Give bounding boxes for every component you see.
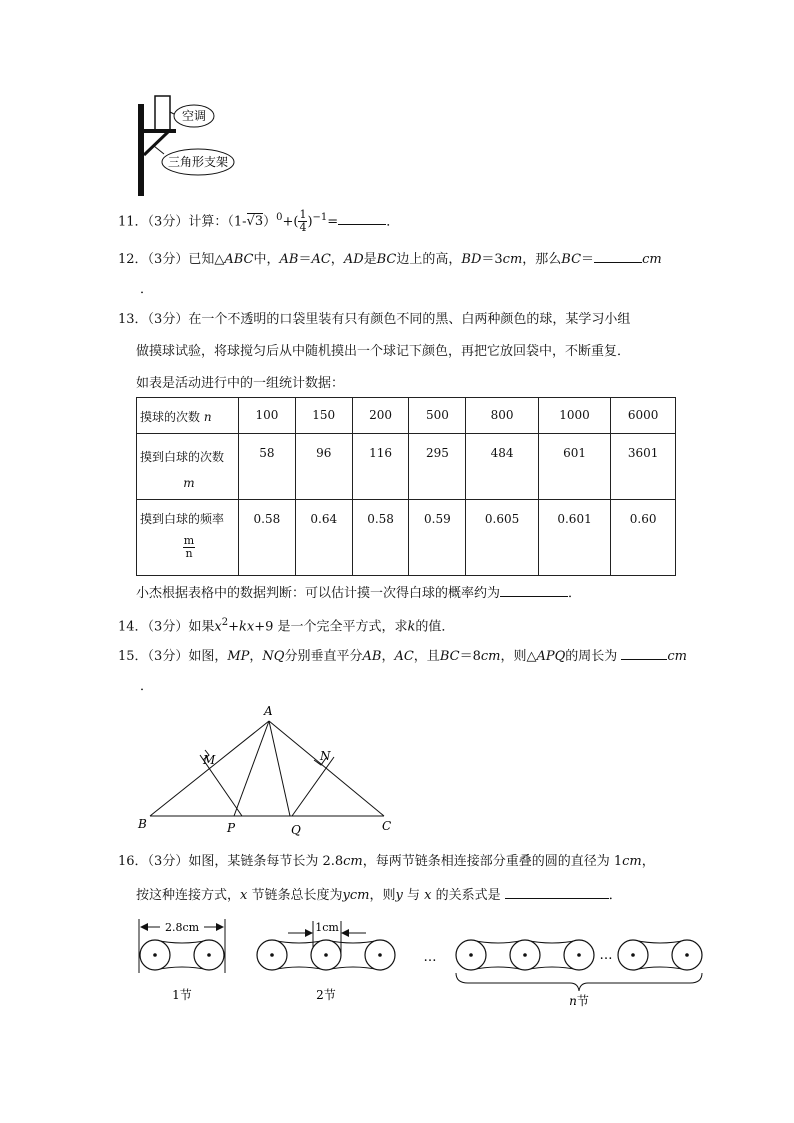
freq-value: 0.64	[310, 512, 338, 526]
ring-center-dot	[270, 953, 274, 957]
q15-unit: cm	[667, 649, 688, 664]
freq-value: 0.58	[367, 512, 394, 526]
n-cell	[538, 398, 610, 434]
chain-ellipsis: …	[423, 950, 437, 965]
q16-score: （3分）	[147, 854, 189, 869]
freq-cell	[352, 500, 409, 576]
q16-line-2	[136, 884, 622, 906]
q11-text: 计算：	[188, 214, 228, 230]
wall	[138, 104, 144, 196]
q15-text-2: 分别垂直平分	[284, 649, 363, 664]
row-label-m-text: 摸到白球的次数	[140, 450, 225, 464]
question-11	[118, 208, 399, 234]
ring-center-dot	[207, 953, 211, 957]
ring-center-dot	[153, 953, 157, 957]
q16-text-8: 的关系式是	[431, 888, 501, 903]
q11-number: 11．	[118, 214, 148, 230]
ring-center-dot	[685, 953, 689, 957]
q11-expr-close: ）	[263, 214, 277, 230]
air-conditioner-box	[155, 96, 170, 131]
q11-equals: =	[327, 214, 339, 230]
row-label-n-var: n	[203, 410, 212, 424]
q16-text-4: 按这种连接方式，	[136, 888, 241, 903]
q12-bc: BC	[376, 252, 397, 267]
n-value: 6000	[627, 408, 659, 422]
q12-abc: ABC	[224, 252, 254, 267]
bracket-diagonal	[144, 132, 168, 155]
q12-text-7: ＝	[581, 252, 595, 267]
freq-frac-den: n	[185, 547, 193, 560]
q15-comma: ，	[249, 649, 263, 664]
q16-line-1	[118, 852, 655, 872]
q11-plus: +(	[282, 214, 299, 230]
caption-n-suffix: 节	[576, 994, 589, 1008]
q13-conclusion	[136, 582, 581, 604]
row-label-m	[137, 434, 239, 500]
q11-close: )	[307, 214, 313, 230]
m-value: 58	[259, 446, 275, 460]
table-row	[137, 434, 676, 500]
caption-two-links: 2节	[316, 988, 336, 1002]
q12-bd: BD	[461, 252, 482, 267]
freq-cell	[239, 500, 296, 576]
chain-n-links	[456, 940, 702, 1008]
q12-ab: AB	[279, 252, 299, 267]
row-label-freq	[137, 500, 239, 576]
row-label-n-text: 摸球的次数	[140, 410, 201, 424]
q15-apq: APQ	[536, 649, 566, 664]
q12-period: ．	[140, 282, 154, 297]
m-value: 3601	[627, 446, 659, 460]
q15-text-5: ，则△	[500, 649, 537, 664]
q15-score: （3分）	[147, 649, 189, 664]
q12-score: （3分）	[147, 252, 189, 267]
q14-number: 14．	[118, 619, 148, 635]
table-row	[137, 500, 676, 576]
q12-bc-2: BC	[561, 252, 582, 267]
freq-cell	[409, 500, 466, 576]
q11-sqrt: √3	[246, 214, 264, 230]
q14-kx: kx	[238, 619, 255, 635]
q15-number: 15．	[118, 649, 148, 664]
n-value: 800	[490, 408, 514, 422]
freq-value: 0.59	[424, 512, 451, 526]
q16-cm-3: cm	[349, 888, 370, 903]
freq-cell	[466, 500, 538, 576]
q12-text-1: 已知△	[188, 252, 225, 267]
m-value: 601	[563, 446, 586, 460]
q12-text-6: ，那么	[522, 252, 562, 267]
n-cell	[611, 398, 676, 434]
side-ac	[269, 721, 384, 816]
q12-eq: ＝	[298, 252, 312, 267]
row-label-m-var: m	[183, 476, 195, 490]
n-cell	[409, 398, 466, 434]
freq-value: 0.60	[629, 512, 657, 526]
label-ac: 空调	[181, 109, 207, 123]
q16-cm: cm	[343, 854, 363, 869]
q14-text-1: 如果	[188, 619, 215, 635]
ring-center-dot	[324, 953, 328, 957]
q14-text-4: 的值．	[415, 619, 455, 635]
q15-text-4: ＝8	[459, 649, 481, 664]
q15-text-1: 如图，	[188, 649, 228, 664]
q13-answer-blank[interactable]	[500, 582, 568, 597]
q16-text-3: ，	[641, 854, 655, 869]
freq-value: 0.601	[557, 512, 592, 526]
ring-center-dot	[469, 953, 473, 957]
n-cell	[466, 398, 538, 434]
q11-sqrt-arg: 3	[254, 214, 264, 230]
label-c: C	[382, 819, 392, 833]
n-cell	[352, 398, 409, 434]
brace-n-links	[456, 973, 702, 991]
m-cell	[538, 434, 610, 500]
n-value: 150	[312, 408, 336, 422]
q12-cm: cm	[502, 252, 523, 267]
table-row	[137, 398, 676, 434]
q14-text-3: +9 是一个完全平方式，求	[254, 619, 408, 635]
row-label-freq-text: 摸到白球的频率	[140, 512, 225, 526]
m-cell	[466, 434, 538, 500]
dim-label-1cm: 1cm	[315, 921, 339, 934]
q12-text-5: ＝3	[481, 252, 503, 267]
q11-period: ．	[386, 214, 400, 230]
label-m: M	[203, 753, 216, 767]
freq-cell	[295, 500, 352, 576]
caption-n-var: n	[569, 994, 577, 1008]
q15-comma-2: ，	[381, 649, 395, 664]
q15-mp: MP	[227, 649, 250, 664]
dim-label-2-8cm: 2.8cm	[164, 921, 200, 934]
q15-text-6: 的周长为	[565, 649, 618, 664]
q15-cm: cm	[480, 649, 501, 664]
q13-number: 13．	[118, 312, 148, 327]
freq-value: 0.605	[484, 512, 520, 526]
m-cell	[409, 434, 466, 500]
q12-text-3: 是	[363, 252, 377, 267]
q13-stats-table	[136, 397, 676, 576]
m-cell	[295, 434, 352, 500]
label-b: B	[138, 817, 147, 831]
ring-center-dot	[378, 953, 382, 957]
q12-unit: cm	[642, 252, 662, 267]
q15-answer-blank[interactable]	[621, 645, 667, 660]
q16-y-2: y	[395, 888, 403, 903]
q11-score: （3分）	[147, 214, 189, 230]
q12-text-4: 边上的高，	[396, 252, 462, 267]
n-value: 500	[425, 408, 449, 422]
q16-x: x	[240, 888, 248, 903]
row-label-n	[137, 398, 239, 434]
q14-sup: 2	[221, 617, 229, 628]
n-value: 200	[369, 408, 393, 422]
n-cell	[295, 398, 352, 434]
q11-frac-num: 1	[299, 208, 307, 222]
caption-n-links	[569, 993, 589, 1008]
n-cell	[239, 398, 296, 434]
question-12	[118, 248, 662, 270]
q16-x-2: x	[424, 888, 432, 903]
freq-frac-num: m	[183, 534, 195, 547]
label-bracket: 三角形支架	[167, 155, 229, 169]
q16-cm-2: cm	[622, 854, 642, 869]
q14-text-2: +	[228, 619, 239, 635]
q13-period: ．	[568, 586, 582, 601]
m-cell	[239, 434, 296, 500]
q11-answer-blank[interactable]	[338, 210, 386, 225]
freq-cell	[611, 500, 676, 576]
q14-score: （3分）	[147, 619, 189, 635]
q13-line-3: 如表是活动进行中的一组统计数据：	[136, 376, 345, 391]
chain-one-link	[139, 919, 225, 1002]
chain-ellipsis-inner: …	[599, 948, 613, 963]
q13-conclusion-text: 小杰根据表格中的数据判断：可以估计摸一次得白球的概率约为	[136, 586, 501, 601]
ring-center-dot	[523, 953, 527, 957]
q13-line-1	[118, 310, 630, 330]
label-p: P	[227, 821, 236, 835]
callout-pointer-bracket	[154, 146, 164, 154]
q15-bc: BC	[439, 649, 460, 664]
m-value: 295	[425, 446, 449, 460]
q13-text-1: 在一个不透明的口袋里装有只有颜色不同的黑、白两种颜色的球，某学习小组	[188, 312, 631, 327]
q11-frac-den: 4	[299, 221, 307, 235]
q16-answer-blank[interactable]	[505, 884, 609, 899]
question-15	[118, 645, 687, 667]
q15-text-3: ，且	[413, 649, 440, 664]
q11-expr-open: （1-	[227, 214, 247, 230]
chain-two-links	[257, 921, 395, 1002]
q15-triangle-figure	[130, 700, 410, 842]
freq-cell	[538, 500, 610, 576]
q15-ac: AC	[394, 649, 414, 664]
q11-exp0: 0	[276, 212, 283, 223]
q14-k: k	[407, 619, 416, 635]
label-n: N	[320, 749, 331, 763]
q12-ac: AC	[311, 252, 331, 267]
q14-x: x	[214, 619, 222, 635]
ring-center-dot	[631, 953, 635, 957]
q16-number: 16．	[118, 854, 148, 869]
q12-text-2: 中，	[253, 252, 280, 267]
m-value: 484	[490, 446, 514, 460]
ring-center-dot	[577, 953, 581, 957]
m-value: 116	[369, 446, 393, 460]
question-14	[118, 613, 454, 637]
air-conditioner-bracket-figure	[130, 92, 250, 200]
q15-nq: NQ	[262, 649, 285, 664]
m-value: 96	[316, 446, 332, 460]
q16-text-1: 如图，某链条每节长为 2.8	[188, 854, 344, 869]
q16-text-5: 节链条总长度为	[247, 888, 343, 903]
q15-period: ．	[140, 679, 154, 694]
bisector-nq	[292, 757, 334, 816]
q13-line-2: 做摸球试验，将球搅匀后从中随机摸出一个球记下颜色，再把它放回袋中，不断重复．	[136, 344, 631, 359]
q16-text-6: ，则	[369, 888, 396, 903]
q16-chain-figure	[130, 915, 715, 1015]
freq-value: 0.58	[253, 512, 281, 526]
q12-number: 12．	[118, 252, 148, 267]
q13-score: （3分）	[147, 312, 189, 327]
m-cell	[611, 434, 676, 500]
n-value: 1000	[559, 408, 590, 422]
caption-one-link: 1节	[172, 988, 192, 1002]
label-q: Q	[291, 823, 301, 837]
freq-fraction	[183, 535, 195, 560]
m-cell	[352, 434, 409, 500]
q16-text-2: ，每两节链条相连接部分重叠的圆的直径为 1	[362, 854, 623, 869]
q15-ab: AB	[362, 649, 382, 664]
q11-exp-neg1: −1	[312, 212, 328, 223]
label-a: A	[264, 704, 273, 718]
q12-ad: AD	[343, 252, 364, 267]
q16-text-7: 与	[402, 888, 425, 903]
q12-answer-blank[interactable]	[594, 248, 642, 263]
q12-comma: ，	[330, 252, 344, 267]
q16-y: y	[342, 888, 350, 903]
q16-period: ．	[608, 888, 622, 903]
n-value: 100	[255, 408, 279, 422]
